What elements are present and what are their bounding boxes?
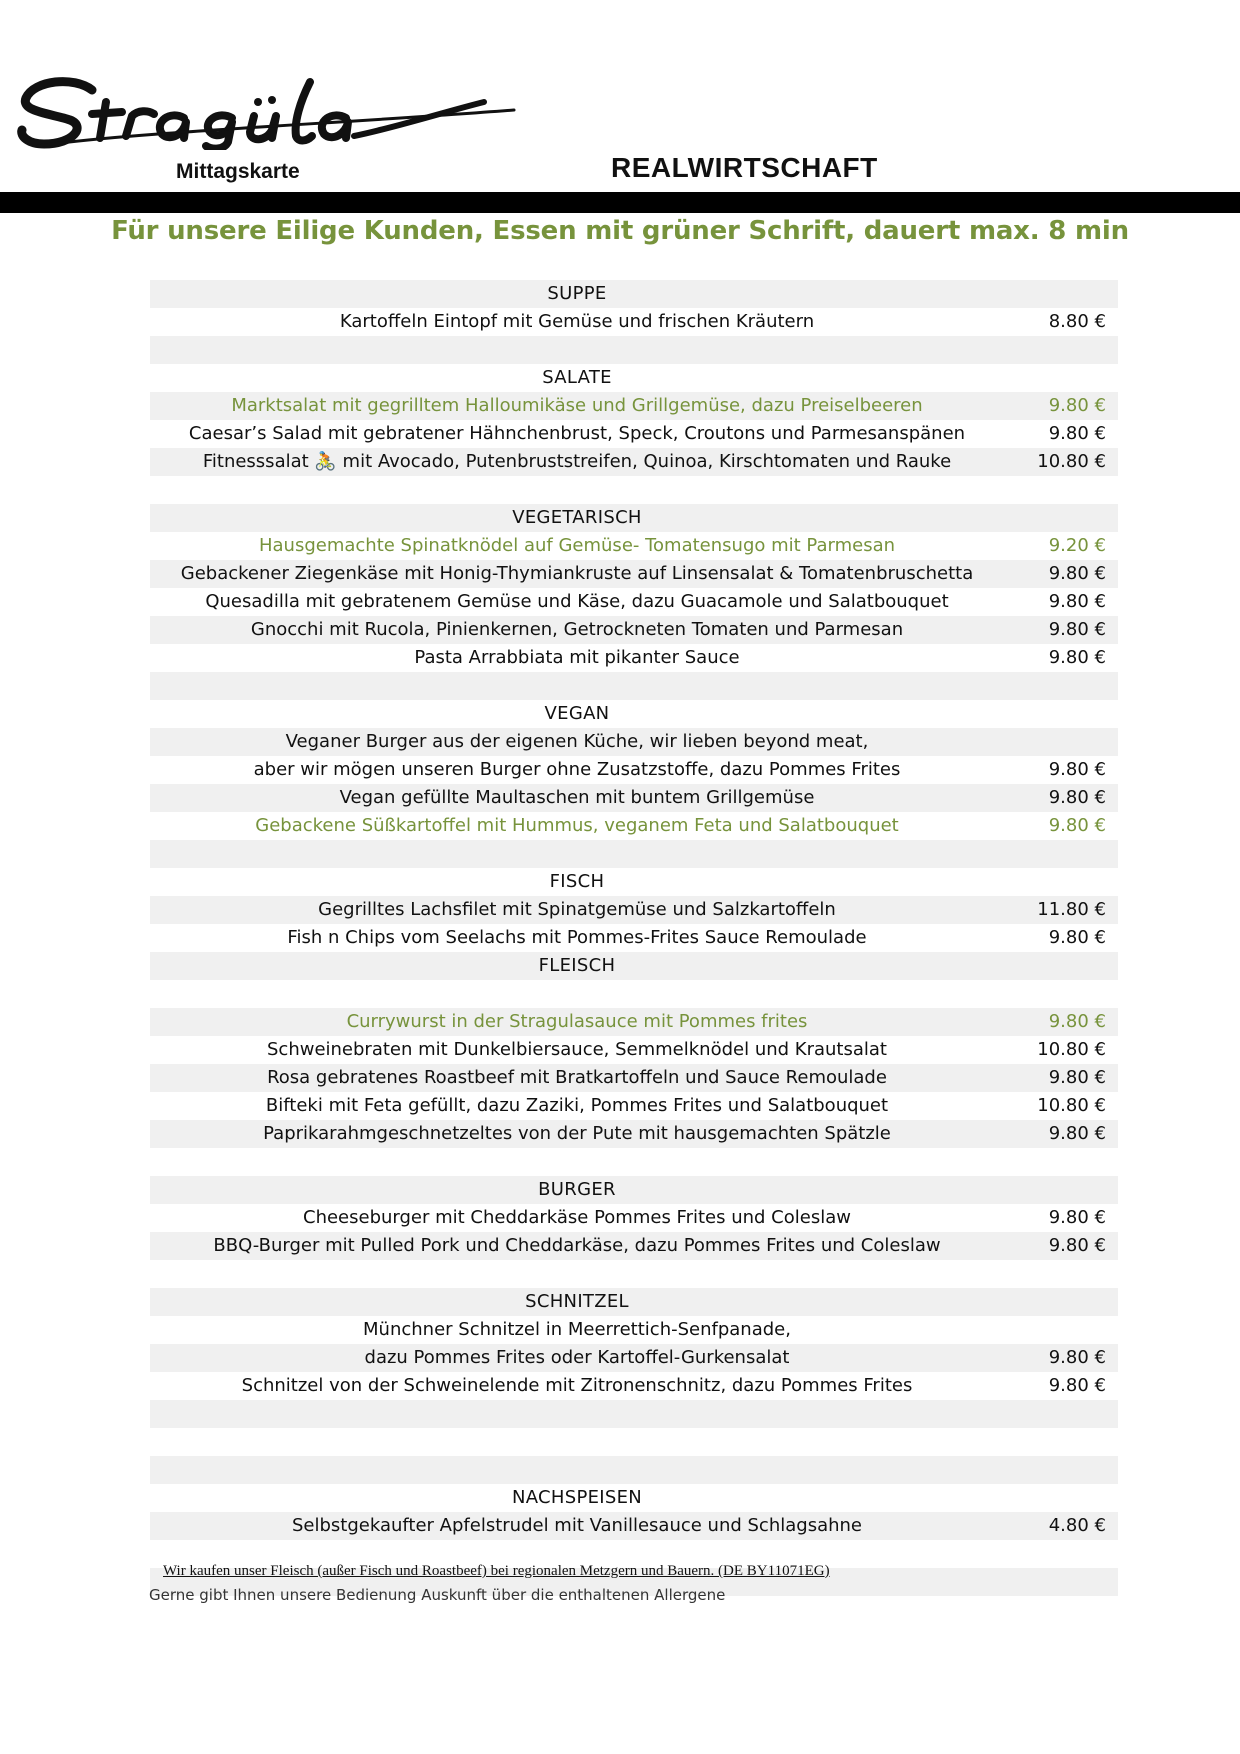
menu-item	[150, 1008, 1118, 1036]
menu-category	[150, 504, 1118, 532]
header-bar	[0, 192, 1240, 213]
stragula-logo	[14, 72, 534, 150]
dish-price: 9.80 €	[1048, 1235, 1106, 1256]
dish-price: 9.80 €	[1048, 1207, 1106, 1228]
category-label: FISCH	[549, 871, 605, 892]
dish-price: 9.80 €	[1048, 423, 1106, 444]
category-label: VEGAN	[544, 703, 610, 724]
dish-price: 9.80 €	[1048, 591, 1106, 612]
dish-name: Cheeseburger mit Cheddarkäse Pommes Frites und Coleslaw	[303, 1207, 851, 1228]
menu-item	[150, 616, 1118, 644]
dish-price: 10.80 €	[1037, 451, 1106, 472]
dish-name: Paprikarahmgeschnetzeltes von der Pute mit hausgemachten Spätzle	[263, 1123, 891, 1144]
dish-name: Fitnesssalat 🚴 mit Avocado, Putenbruststreifen, Quinoa, Kirschtomaten und Rauke	[202, 451, 952, 472]
dish-price: 9.80 €	[1048, 1067, 1106, 1088]
menu-item	[150, 532, 1118, 560]
menu-spacer	[150, 476, 1118, 504]
category-label: SUPPE	[547, 283, 607, 304]
menu-list	[150, 280, 1118, 1596]
tagline: Für unsere Eilige Kunden, Essen mit grüner Schrift, dauert max. 8 min	[111, 216, 1129, 246]
menu-spacer	[150, 672, 1118, 700]
dish-name: Gegrilltes Lachsfilet mit Spinatgemüse und Salzkartoffeln	[318, 899, 836, 920]
menu-item	[150, 812, 1118, 840]
menu-item	[150, 1344, 1118, 1372]
menu-item	[150, 392, 1118, 420]
menu-item	[150, 1120, 1118, 1148]
menu-item	[150, 756, 1118, 784]
menu-item	[150, 1232, 1118, 1260]
dish-name: aber wir mögen unseren Burger ohne Zusatzstoffe, dazu Pommes Frites	[253, 759, 901, 780]
dish-name: Vegan gefüllte Maultaschen mit buntem Grillgemüse	[339, 787, 815, 808]
dish-price: 9.80 €	[1048, 759, 1106, 780]
dish-name: Gebackener Ziegenkäse mit Honig-Thymiankruste auf Linsensalat & Tomatenbruschetta	[180, 563, 974, 584]
menu-item	[150, 1092, 1118, 1120]
dish-name: Pasta Arrabbiata mit pikanter Sauce	[414, 647, 740, 668]
dish-name: Marktsalat mit gegrilltem Halloumikäse und Grillgemüse, dazu Preiselbeeren	[231, 395, 923, 416]
menu-item	[150, 560, 1118, 588]
dish-price: 9.80 €	[1048, 1011, 1106, 1032]
menu-subtitle: Mittagskarte	[176, 160, 300, 183]
dish-price: 10.80 €	[1037, 1039, 1106, 1060]
dish-name: dazu Pommes Frites oder Kartoffel-Gurkensalat	[364, 1347, 790, 1368]
menu-item	[150, 420, 1118, 448]
menu-item	[150, 1204, 1118, 1232]
dish-price: 9.80 €	[1048, 815, 1106, 836]
menu-spacer	[150, 1148, 1118, 1176]
dish-name: Gnocchi mit Rucola, Pinienkernen, Getrockneten Tomaten und Parmesan	[250, 619, 904, 640]
menu-spacer	[150, 980, 1118, 1008]
menu-item	[150, 448, 1118, 476]
dish-name: Schweinebraten mit Dunkelbiersauce, Semmelknödel und Krautsalat	[267, 1039, 887, 1060]
menu-item	[150, 1316, 1118, 1344]
category-label: VEGETARISCH	[512, 507, 642, 528]
menu-category	[150, 700, 1118, 728]
category-label: SALATE	[542, 367, 612, 388]
menu-item	[150, 308, 1118, 336]
dish-price: 9.80 €	[1048, 787, 1106, 808]
menu-item	[150, 644, 1118, 672]
menu-item	[150, 588, 1118, 616]
menu-category	[150, 1176, 1118, 1204]
page-title: REALWIRTSCHAFT	[611, 152, 878, 183]
dish-name: Currywurst in der Stragulasauce mit Pommes frites	[346, 1011, 808, 1032]
dish-price: 9.80 €	[1048, 927, 1106, 948]
dish-price: 9.80 €	[1048, 563, 1106, 584]
dish-price: 9.80 €	[1048, 1375, 1106, 1396]
category-label: SCHNITZEL	[525, 1291, 629, 1312]
category-label: BURGER	[538, 1179, 616, 1200]
dish-price: 8.80 €	[1048, 311, 1106, 332]
dish-name: Rosa gebratenes Roastbeef mit Bratkartoffeln und Sauce Remoulade	[267, 1067, 887, 1088]
dish-name: Gebackene Süßkartoffel mit Hummus, veganem Feta und Salatbouquet	[255, 815, 899, 836]
menu-item	[150, 728, 1118, 756]
dish-price: 4.80 €	[1048, 1515, 1106, 1536]
dish-price: 9.80 €	[1048, 395, 1106, 416]
category-label: FLEISCH	[538, 955, 616, 976]
dish-name: BBQ-Burger mit Pulled Pork und Cheddarkäse, dazu Pommes Frites und Coleslaw	[213, 1235, 941, 1256]
menu-category	[150, 1288, 1118, 1316]
category-label: NACHSPEISEN	[511, 1487, 643, 1508]
dish-name: Fish n Chips vom Seelachs mit Pommes-Frites Sauce Remoulade	[287, 927, 867, 948]
menu-category	[150, 952, 1118, 980]
dish-price: 9.80 €	[1048, 1123, 1106, 1144]
menu-item	[150, 1064, 1118, 1092]
dish-price: 9.80 €	[1048, 619, 1106, 640]
dish-name: Kartoffeln Eintopf mit Gemüse und frischen Kräutern	[339, 311, 815, 332]
menu-spacer	[150, 1400, 1118, 1428]
dish-name: Caesar’s Salad mit gebratener Hähnchenbrust, Speck, Croutons und Parmesanspänen	[188, 423, 966, 444]
dish-name: Schnitzel von der Schweinelende mit Zitronenschnitz, dazu Pommes Frites	[241, 1375, 913, 1396]
menu-spacer	[150, 840, 1118, 868]
menu-category	[150, 280, 1118, 308]
dish-price: 9.20 €	[1048, 535, 1106, 556]
dish-name: Selbstgekaufter Apfelstrudel mit Vanillesauce und Schlagsahne	[291, 1515, 862, 1536]
dish-name: Bifteki mit Feta gefüllt, dazu Zaziki, Pommes Frites und Salatbouquet	[265, 1095, 889, 1116]
allergen-note: Gerne gibt Ihnen unsere Bedienung Auskunft über die enthaltenen Allergene	[149, 1586, 726, 1604]
menu-item	[150, 784, 1118, 812]
dish-name: Münchner Schnitzel in Meerrettich-Senfpanade,	[363, 1319, 791, 1340]
menu-category	[150, 1484, 1118, 1512]
dish-price: 10.80 €	[1037, 1095, 1106, 1116]
menu-item	[150, 924, 1118, 952]
dish-name: Veganer Burger aus der eigenen Küche, wir lieben beyond meat,	[285, 731, 869, 752]
menu-spacer	[150, 1456, 1118, 1484]
menu-spacer	[150, 1260, 1118, 1288]
dish-price: 11.80 €	[1037, 899, 1106, 920]
menu-item	[150, 896, 1118, 924]
menu-spacer	[150, 1428, 1118, 1456]
menu-category	[150, 364, 1118, 392]
menu-spacer	[150, 336, 1118, 364]
dish-name: Quesadilla mit gebratenem Gemüse und Käse, dazu Guacamole und Salatbouquet	[205, 591, 949, 612]
menu-item	[150, 1512, 1118, 1540]
menu-item	[150, 1036, 1118, 1064]
dish-price: 9.80 €	[1048, 647, 1106, 668]
dish-name: Hausgemachte Spinatknödel auf Gemüse- Tomatensugo mit Parmesan	[258, 535, 896, 556]
dish-price: 9.80 €	[1048, 1347, 1106, 1368]
sourcing-note: Wir kaufen unser Fleisch (außer Fisch und Roastbeef) bei regionalen Metzgern und Bauern. (DE BY11071EG)	[163, 1563, 830, 1579]
menu-item	[150, 1372, 1118, 1400]
menu-category	[150, 868, 1118, 896]
